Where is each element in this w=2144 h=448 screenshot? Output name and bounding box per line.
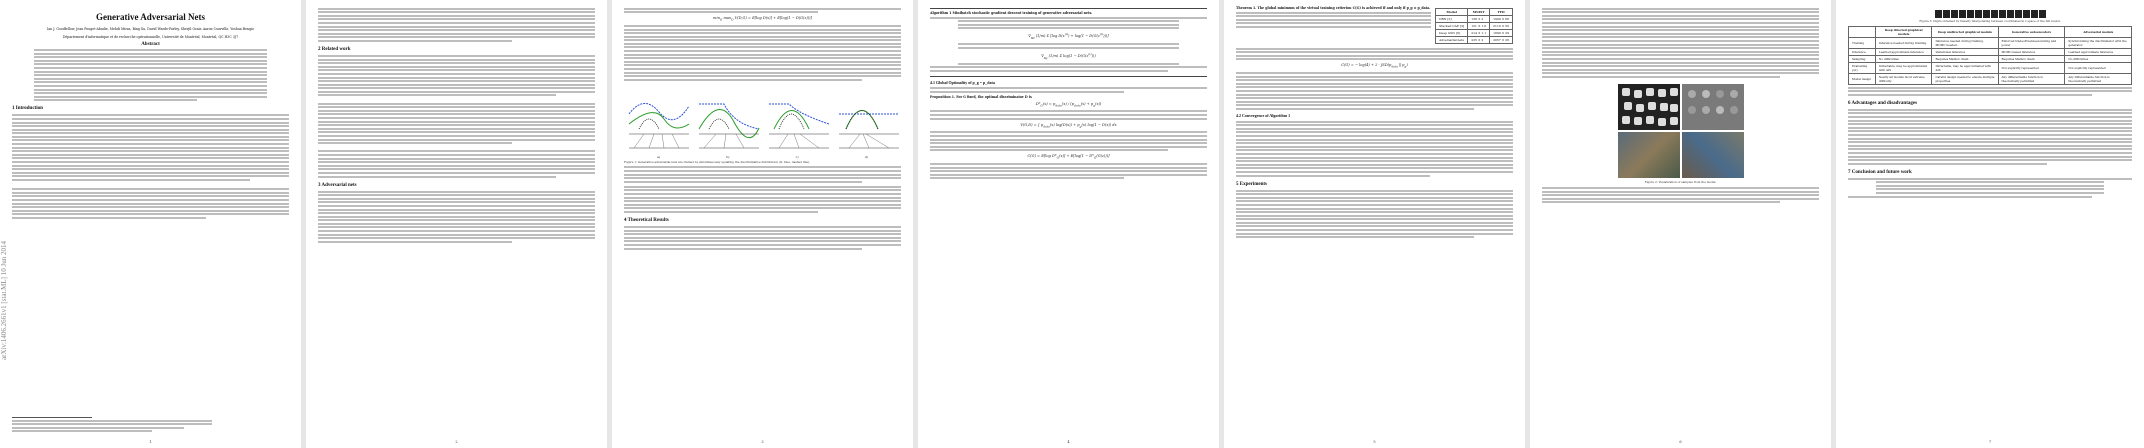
figure-1-panel-c bbox=[769, 104, 829, 148]
table-row: Sampling No difficulties Requires Markov chain Requires Markov chain No difficulties bbox=[1849, 55, 2132, 62]
tfd-samples bbox=[1682, 84, 1744, 130]
optimal-d-equation: $D*_G(x) = p_{data}(x) / (p_{data}(x) + p_g(x))$ bbox=[1035, 101, 1102, 108]
table-2: Deep directed graphical models Deep undirected graphical models Generative autoencoders Adversarial models Training Inference needed during training. Inference needed during training. MCMC needed. Enforced tradeoff between mixing and power Synchronizing the discriminator with the generator. Inference Learned approximate inference Variational inference MCMC-based inference Learned approximate inference Sampling No difficulties Requires Markov chain Requires Markov chain No difficulties Evaluating p(x) Intractable, may be approximated with AIS Intractable, may be approximated with AIS Not explicitly represented Not explicitly represented Model design Nearly all models incur extreme difficulty Careful design needed to ensure multiple properties Any differentiable function is theoretically permitted Any differentiable function is theoretically permitted bbox=[1848, 26, 2132, 85]
figure-1-panel-a bbox=[629, 103, 689, 148]
page-2 bbox=[306, 0, 607, 448]
virtual-criterion-equation: C(G) = E[log $D*_G(x)] + E[\log(1 - D*_G(G(z)))]$ bbox=[1027, 154, 1110, 161]
arxiv-stamp: arXiv:1406.2661v1 [stat.ML] 10 Jun 2014 bbox=[0, 241, 8, 360]
page-number: 2 bbox=[455, 440, 458, 444]
page-number: 3 bbox=[761, 440, 764, 444]
adversarial-nets-body bbox=[318, 191, 595, 243]
abstract-body bbox=[12, 49, 289, 101]
page-number: 1 bbox=[149, 440, 152, 444]
section-heading-advantages: 6 Advantages and disadvantages bbox=[1848, 100, 1918, 106]
table-row: Inference Learned approximate inference Variational inference MCMC-based inference Learned approximate inference bbox=[1849, 48, 2132, 55]
experiments-body bbox=[1236, 190, 1513, 239]
cifar-samples-conv bbox=[1682, 132, 1744, 178]
table-row: Training Inference needed during training. Inference needed during training. MCMC needed. Enforced tradeoff between mixing and power Synchronizing the discriminator with the generator. bbox=[1849, 37, 2132, 48]
figure-2-sample-grids bbox=[1611, 83, 1751, 179]
table-row: Adversarial nets 225 ± 2 2057 ± 26 bbox=[1436, 37, 1513, 44]
intro-body bbox=[12, 114, 289, 219]
algorithm-1-title: Algorithm 1 Minibatch stochastic gradient descent training of generative adversarial nets. bbox=[930, 11, 1093, 15]
section-heading-intro: 1 Introduction bbox=[12, 106, 43, 112]
figure-2 bbox=[1542, 83, 1819, 203]
affiliation: Département d'informatique et de recherche opérationnelle, Université de Montréal, Montréal, QC H3C 3J7 bbox=[62, 35, 239, 39]
section-heading-theory: 4 Theoretical Results bbox=[624, 217, 669, 223]
related-work-body bbox=[318, 55, 595, 178]
page-3-text-bottom bbox=[624, 186, 901, 213]
page-number: 5 bbox=[1373, 440, 1376, 444]
figure-2-caption: Figure 2: Visualization of samples from the model. bbox=[1644, 180, 1717, 185]
theory-body bbox=[624, 226, 901, 250]
conclusion-body bbox=[1848, 178, 2132, 198]
section-heading-conclusion: 7 Conclusion and future work bbox=[1848, 169, 1912, 175]
theorem-1: Theorem 1. The global minimum of the virtual training criterion C(G) is achieved if and only if p_g = p_data. bbox=[1236, 6, 1431, 10]
page-number: 6 bbox=[1679, 440, 1682, 444]
section-heading-experiments: 5 Experiments bbox=[1236, 181, 1267, 187]
figure-1-panel-b bbox=[699, 104, 759, 148]
proposition-1: Proposition 1. For G fixed, the optimal discriminator D is bbox=[930, 94, 1032, 99]
page-1 bbox=[0, 0, 301, 448]
page-5-top bbox=[1236, 6, 1513, 46]
minimax-equation: $\min_G \max_D V(D,G) = E[\log$ D(x)] + E[log(1 − D(G(z)))] bbox=[713, 16, 812, 22]
paper-title: Generative Adversarial Nets bbox=[96, 12, 205, 22]
cifar-samples-fc bbox=[1618, 132, 1680, 178]
figure-1-panel-d bbox=[839, 110, 899, 148]
page-3-text-mid bbox=[624, 25, 901, 81]
page-4 bbox=[918, 0, 1219, 448]
page-number: 7 bbox=[1988, 440, 1992, 444]
convergence-body bbox=[1236, 121, 1513, 177]
figure-3-caption: Figure 3: Digits obtained by linearly interpolating between coordinates in z space of the full model. bbox=[1919, 19, 2061, 23]
algorithm-1 bbox=[930, 8, 1207, 77]
table-row: Evaluating p(x) Intractable, may be approximated with AIS Intractable, may be approximated with AIS Not explicitly represented Not explicitly represented bbox=[1849, 62, 2132, 73]
table-row: DBN [3] 138 ± 2 1909 ± 66 bbox=[1436, 16, 1513, 23]
discriminator-gradient: $\nabla_{\theta d}$ (1/m) Σ [log $D(x^{(i)}) + \log(1 - D(G(z^{(i)})))$] bbox=[1028, 32, 1109, 41]
figure-1-caption: Figure 1: Generative adversarial nets are trained by simultaneously updating the discriminative distribution (D, blue, dashed line). bbox=[624, 159, 811, 164]
page-number: 4 bbox=[1067, 440, 1070, 444]
table-row: Model design Nearly all models incur extreme difficulty Careful design needed to ensure multiple properties Any differentiable function is theoretically permitted Any differentiable function is theoretically permitted bbox=[1849, 73, 2132, 84]
page-2-intro-continued bbox=[318, 8, 595, 42]
section-heading-related: 2 Related work bbox=[318, 46, 351, 52]
page-3 bbox=[612, 0, 913, 448]
author-list: Ian J. Goodfellow, Jean Pouget-Abadie, Mehdi Mirza, Bing Xu, David Warde-Farley, Sherjil Ozair, Aaron Courville, Yoshua Bengio bbox=[47, 27, 254, 31]
section-heading-adversarial: 3 Adversarial nets bbox=[318, 182, 357, 188]
abstract-heading: Abstract bbox=[141, 42, 160, 47]
figure-1-panel-labels: a) b) c) d) bbox=[657, 154, 868, 159]
page-5 bbox=[1224, 0, 1525, 448]
page-3-text-top bbox=[624, 8, 901, 14]
subsection-heading-convergence: 4.2 Convergence of Algorithm 1 bbox=[1236, 113, 1291, 119]
table-row: Stacked CAE [3] 121 ± 1.6 2110 ± 50 bbox=[1436, 23, 1513, 30]
footnotes bbox=[12, 415, 212, 434]
figure-3-digit-strip bbox=[1848, 10, 2132, 18]
mnist-samples bbox=[1618, 84, 1680, 130]
page-7 bbox=[1836, 0, 2144, 448]
page-6 bbox=[1530, 0, 1831, 448]
table-1: Model MNIST TFD DBN [3] 138 ± 2 1909 ± 66 Stacked CAE [3] 121 ± 1.6 2110 ± 50 Deep GSN [6] 214 ± 1.1 1890 ± 29 Adversarial nets 225 ± 2 2057 ± 26 bbox=[1435, 8, 1513, 44]
jsd-equation: C(G) = − $\log(4) + 2 \cdot JSD(p_{data}$ ‖ $p_g$) bbox=[1341, 63, 1408, 70]
subsection-heading-global: 4.1 Global Optimality of p_g = p_data bbox=[930, 79, 995, 85]
advantages-body bbox=[1848, 109, 2132, 165]
figure-1-panels bbox=[624, 84, 901, 154]
figure-1 bbox=[624, 84, 901, 183]
value-function-integral: V(G,D) = ∫ $p_{data}(x) \log(D(x)) + p_g(x) \log(1 - D(x))$ dx bbox=[1020, 122, 1117, 129]
generator-gradient: $\nabla_{\theta g}$ (1/m) Σ $\log(1 - D(G(z^{(i)})))$ bbox=[1041, 51, 1096, 60]
page-5-body-1 bbox=[1236, 48, 1513, 110]
table-row: Deep GSN [6] 214 ± 1.1 1890 ± 29 bbox=[1436, 30, 1513, 37]
proof-body bbox=[930, 110, 1207, 179]
